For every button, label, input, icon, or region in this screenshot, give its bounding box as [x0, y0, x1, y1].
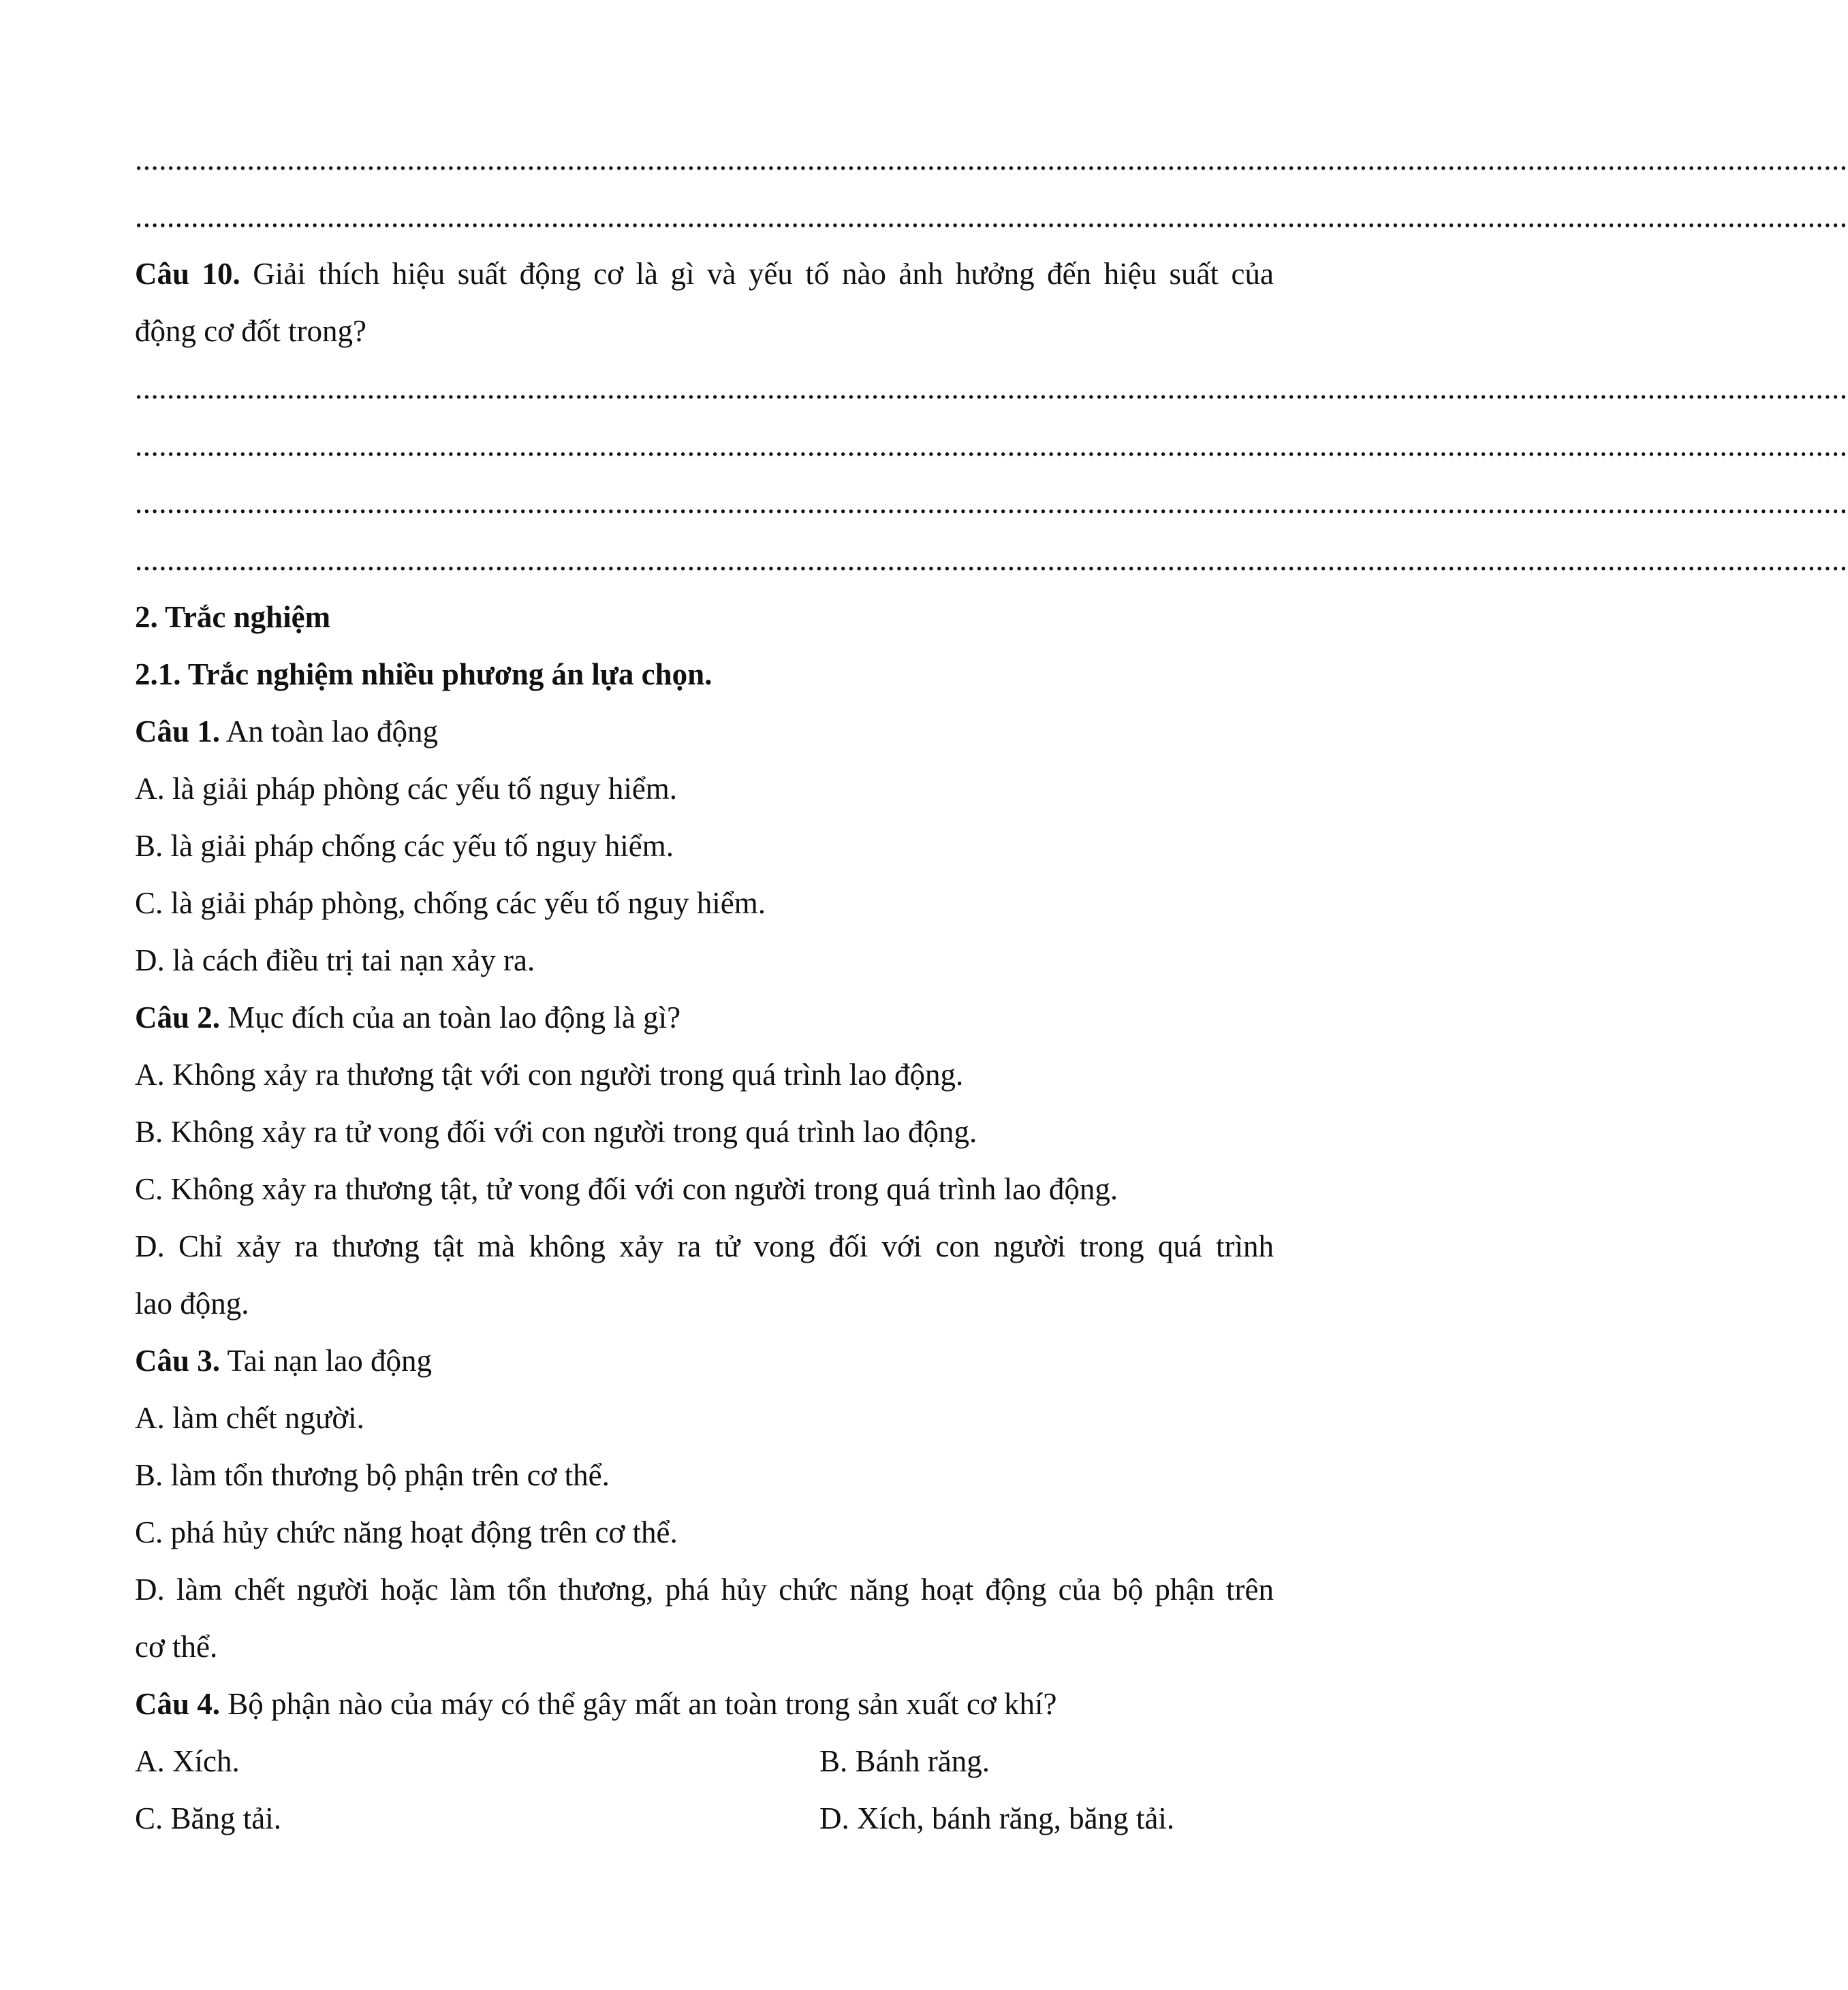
question-label: Câu 1. [135, 714, 221, 748]
option-a: A. là giải pháp phòng các yếu tố nguy hiểm. [135, 772, 678, 806]
question-10-continued: động cơ đốt trong? [135, 314, 366, 348]
option-a: A. Xích. [135, 1744, 240, 1778]
question-label: Câu 2. [135, 1000, 221, 1035]
question-text: Mục đích của an toàn lao động là gì? [220, 1000, 681, 1035]
option-d-continued: cơ thể. [135, 1630, 218, 1664]
option-b: B. là giải pháp chống các yếu tố nguy hiểm. [135, 829, 674, 863]
option-b: B. Không xảy ra tử vong đối với con người trong quá trình lao động. [135, 1115, 977, 1149]
option-c: C. là giải pháp phòng, chống các yếu tố nguy hiểm. [135, 886, 766, 920]
answer-line: ...................................................................................................................................................................................................................... [135, 142, 1848, 176]
option-d-continued: lao động. [135, 1286, 249, 1321]
section-title: 2. Trắc nghiệm [135, 600, 331, 634]
answer-line: ...................................................................................................................................................................................................................... [135, 543, 1848, 577]
question-10 [135, 245, 1274, 302]
option-b: B. Bánh răng. [819, 1744, 990, 1778]
option-c: C. phá hủy chức năng hoạt động trên cơ thể. [135, 1515, 678, 1549]
option-c: C. Không xảy ra thương tật, tử vong đối với con người trong quá trình lao động. [135, 1172, 1118, 1206]
answer-line: ...................................................................................................................................................................................................................... [135, 371, 1848, 405]
answer-line: ...................................................................................................................................................................................................................... [135, 200, 1848, 234]
question-1 [135, 703, 1274, 760]
options-row [135, 1733, 1274, 1790]
question-4 [135, 1675, 1274, 1733]
question-text: Giải thích hiệu suất động cơ là gì và yếu tố nào ảnh hưởng đến hiệu suất của [240, 257, 1274, 291]
question-label: Câu 10. [135, 257, 240, 291]
option-b: B. làm tổn thương bộ phận trên cơ thể. [135, 1458, 610, 1492]
answer-line: ...................................................................................................................................................................................................................... [135, 428, 1848, 462]
question-3 [135, 1332, 1274, 1389]
option-a: A. làm chết người. [135, 1401, 364, 1435]
answer-line: ...................................................................................................................................................................................................................... [135, 486, 1848, 520]
options-row [135, 1790, 1274, 1847]
section-subtitle: 2.1. Trắc nghiệm nhiều phương án lựa chọn. [135, 657, 712, 691]
question-label: Câu 4. [135, 1687, 221, 1721]
question-text: Bộ phận nào của máy có thể gây mất an toàn trong sản xuất cơ khí? [220, 1687, 1057, 1721]
question-text: An toàn lao động [220, 714, 438, 748]
option-a: A. Không xảy ra thương tật với con người trong quá trình lao động. [135, 1058, 964, 1092]
document-page [135, 131, 1848, 1847]
question-label: Câu 3. [135, 1344, 221, 1378]
option-d: D. là cách điều trị tai nạn xảy ra. [135, 943, 535, 977]
option-d: D. làm chết người hoặc làm tổn thương, phá hủy chức năng hoạt động của bộ phận trên [135, 1573, 1274, 1607]
option-d: D. Xích, bánh răng, băng tải. [819, 1801, 1175, 1835]
option-d: D. Chỉ xảy ra thương tật mà không xảy ra tử vong đối với con người trong quá trình [135, 1229, 1274, 1263]
option-c: C. Băng tải. [135, 1801, 281, 1835]
question-text: Tai nạn lao động [220, 1344, 432, 1378]
question-2 [135, 989, 1274, 1046]
